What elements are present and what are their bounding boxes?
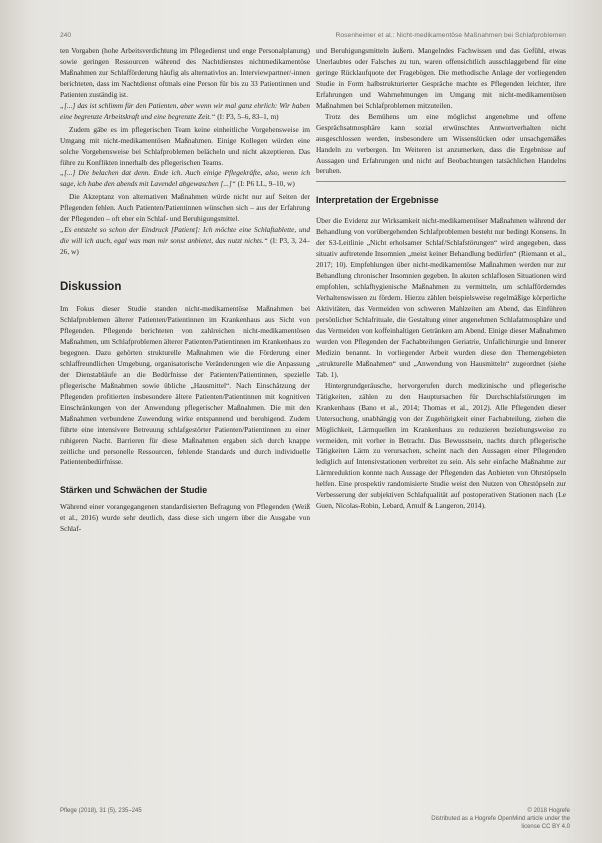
heading-diskussion: Diskussion bbox=[60, 281, 122, 294]
paragraph-team: Zudem gäbe es im pflegerischen Team keine einheitliche Vorgehensweise im Umgang mit nicht-medikamentösen Maßnahmen. Einige Kollegen würden eine solche Vorgehensweise bei Schlafproblemen belächeln und nicht akzeptieren. Das führe zu Konflikten innerhalb des pflegerischen Teams. bbox=[60, 124, 310, 167]
license-line: Distributed as a Hogrefe OpenMind article under the license CC BY 4.0 bbox=[431, 816, 570, 830]
left-column bbox=[60, 46, 310, 535]
quote-text: „[...] Die belachen dat denn. Ende ich. Auch einige Pflegekräfte, also, wenn ich sage, ich habe den abends mit Lavendel abgewaschen [...]“ bbox=[60, 168, 310, 189]
heading-interpretation: Interpretation der Ergebnisse bbox=[316, 195, 439, 206]
paragraph-discussion: Im Fokus dieser Studie standen nicht-medikamentöse Maßnahmen bei Schlafproblemen älterer Patienten/Patientinnen im Krankenhaus aus Sicht von Pflegenden. Pflegende berichteten von zahlreichen nicht-medikamentösen Maßnahmen, um Schlafproblemen älterer Patienten/Patientinnen im Krankenhaus zu begegnen. Dazu gehörten strukturelle Maßnahmen wie die Förderung einer schlaffreundlichen Umgebung, organisatorische Veränderungen wie die Anpassung der Dienstabläufe an die Bedürfnisse der Patienten/Patientinnen, spezielle pflegerische Maßnahmen sowie übliche „Hausmittel“. Nach Einschätzung der Pflegenden profitierten insbesondere ältere Patienten/Patientinnen mit kognitiven Einschränkungen von der Anwendung pflegerischer Maßnahmen. Die mit den Maßnahmen verbundene Zuwendung wirke entspannend und beruhigend. Zudem führte eine intensivere Betreuung schlafgestörter Patienten/Patientinnen zu einer ruhigeren Nacht. Barrieren für diese Maßnahmen ergaben sich durch knappe zeitliche und personelle Ressourcen, fehlende Standards und durch individuelle Patientenbedürfnisse. bbox=[60, 304, 310, 467]
running-header bbox=[60, 32, 566, 42]
quote-text: „[...] das ist schlimm für den Patienten, aber wenn wir mal ganz ehrlich: Wir haben eine begrenzte Arbeitskraft und eine begrenzte Zeit.“ bbox=[60, 100, 310, 121]
paragraph-barriers: ten Vorgaben (hohe Arbeitsverdichtung im Pflegedienst und enge Personalplanung) sowie geringen Ressourcen während des Nachtdienstes nichtmedikamentöse Maßnahmen zur Schlafförderung häufig als alternativlos an. Interviewpartner/-innen berichteten, dass im Nachtdienst oftmals eine Person für bis zu 33 Patientinnen und Patienten zuständig ist. bbox=[60, 46, 310, 99]
paragraph-evidence: Über die Evidenz zur Wirksamkeit nicht-medikamentöser Maßnahmen während der Behandlung von vorübergehenden Schlafproblemen besteht nur bedingt Konsens. In der S3-Leitlinie „Nicht erholsamer Schlaf/Schlafstörungen“ wird angegeben, dass situativ auftretende Insomnien „meist keiner Behandlung bedürfen“ (Riemann et al., 2017; 10). Empfehlungen über nicht-medikamentöse Maßnahmen werden nur zur Behandlung chronischer Insomnien gegeben. In akuten schlaflosen Situationen wird empfohlen, schlafhygienische Maßnahmen zu vermitteln, um schlafförderndes Verhaltenswissen zu fördern. Hierzu zählen beispielsweise regelmäßige körperliche Aktivitäten, das Vermeiden von schweren Mahlzeiten am Abend, das Einführen persönlicher Schlafrituale, die Gestaltung einer angenehmen Schlafatmosphäre und das Vermeiden von koffeinhaltigen Getränken am Abend. Einige dieser Maßnahmen wurden von Pflegenden der Fachabteilungen Geriatrie, Unfallchirurgie und Innerer Medizin benannt. In vorliegender Arbeit wurden diese den Themengebieten „strukturelle Maßnahmen“ und „Anwendung von Hausmitteln“ zugeordnet (siehe Tab. 1). bbox=[316, 216, 566, 379]
footer-journal: Pflege (2018), 31 (5), 235–245 bbox=[60, 808, 142, 814]
right-column bbox=[316, 46, 566, 512]
quote-text: „Es entsteht so schon der Eindruck [Patient]: Ich möchte eine Schlaftablette, und die will ich auch, egal was man mir sonst anbietet, das nutzt nichts.“ bbox=[60, 225, 310, 246]
paragraph-strengths: Während einer vorangegangenen standardisierten Befragung von Pflegenden (Weiß et al., 2016) wurde sehr deutlich, dass diese sich ungern über die Ausgabe von Schlaf- bbox=[60, 502, 310, 534]
interview-quote-3 bbox=[60, 225, 310, 258]
page-number: 240 bbox=[60, 32, 72, 39]
quote-source: (I: P3, 3, 24–26, w) bbox=[60, 236, 310, 257]
interview-quote-1 bbox=[60, 101, 310, 123]
paragraph-acceptance: Die Akzeptanz von alternativen Maßnahmen würde nicht nur auf Seiten der Pflegenden fehlen. Auch Patienten/Patientinnen wünschen sich – aus der Erfahrung der Pflegenden – oft eher ein Schlaf- und Beruhigungsmittel. bbox=[60, 192, 310, 224]
paragraph-limitations: Trotz des Bemühens um eine möglichst angenehme und offene Gesprächsatmosphäre kann sozial erwünschtes Antwortverhalten nicht ausgeschlossen werden, insbesondere um Wissenslücken oder unsachgemäßes Handeln zu verbergen. Im Weiteren ist anzumerken, dass die Ergebnisse auf Aussagen und Erfahrungen und nicht auf Beobachtungen tatsächlichen Handelns beruhen. bbox=[316, 111, 566, 176]
heading-strengths-weaknesses: Stärken und Schwächen der Studie bbox=[60, 485, 208, 496]
quote-source: (I: P6 LL, 9–10, w) bbox=[235, 179, 295, 189]
paragraph-noise: Hintergrundgeräusche, hervorgerufen durch medizinische und pflegerische Tätigkeiten, zählen zu den Hauptursachen für Durchschlafstörungen im Krankenhaus (Bano et al., 2014; Thomas et al., 2012). Alle Pflegenden dieser Untersuchung, unabhängig von der Zugehörigkeit einer Fachabteilung, ziehen die Möglichkeit, Lärmquellen im Krankenhaus zu reduzieren beziehungsweise zu vermeiden, mit vorher in Betracht. Das Bewusstsein, nachts durch pflegerische Tätigkeiten Lärm zu verursachen, scheint nach den Aussagen einer Pflegenden lediglich auf Intensivstationen verbreitet zu sein. Als sehr einfache Maßnahme zur Lärmreduktion konnte nach Aussage der Pflegenden das Anbieten von Ohrstöpseln helfen. Eine prospektiv randomisierte Studie weist den Nutzen von Ohrstöpseln zur Verbesserung der subjektiven Schlafqualität auf postoperativen Stationen nach (Le Guen, Nicolas-Robin, Lebard, Arnulf & Langeron, 2014). bbox=[316, 380, 566, 511]
quote-source: (I: P3, 5–6, 83–1, m) bbox=[215, 111, 279, 121]
footer-copyright bbox=[430, 807, 570, 831]
running-title: Rosenheimer et al.: Nicht-medikamentöse Maßnahmen bei Schlafproblemen bbox=[335, 32, 566, 39]
interview-quote-2 bbox=[60, 168, 310, 190]
copyright-line: © 2018 Hogrefe bbox=[527, 808, 570, 814]
paragraph-method: und Beruhigungsmitteln äußern. Mangelndes Fachwissen und das Gefühl, etwas Unerlaubtes oder Falsches zu tun, waren offensichtlich ausschlaggebend für eine geringe Rücklaufquote der Fragebögen. Die methodische Anlage der vorliegenden Studie in Form halbstrukturierter Gespräche machte es Pflegenden leichter, ihre Erfahrungen und Wahrnehmungen im Umgang mit nicht-medikamentösen Maßnahmen bei Schlafproblemen mitzuteilen. bbox=[316, 46, 566, 110]
